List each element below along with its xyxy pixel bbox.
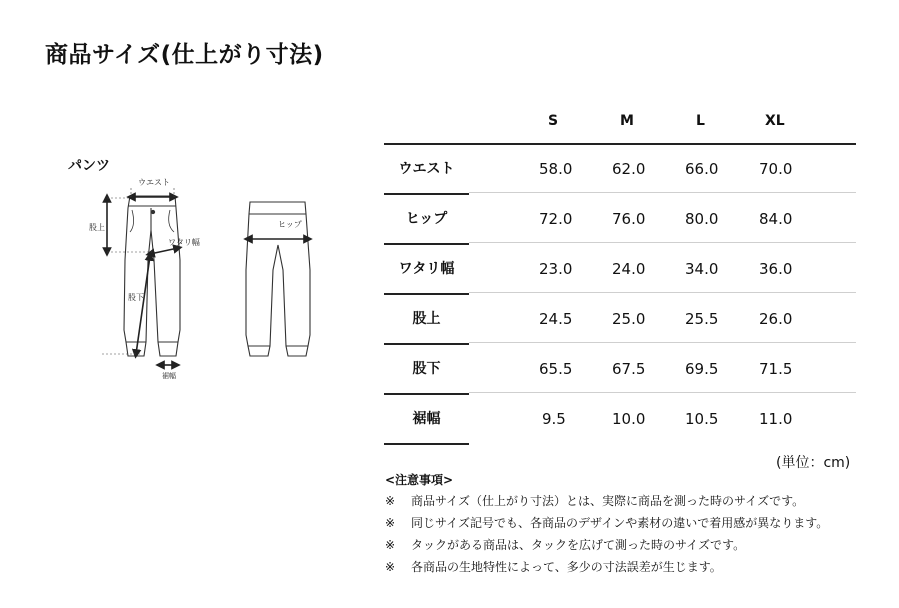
size-header-s: S [548,113,559,129]
size-header-l: L [696,113,705,129]
cell-m: 10.0 [612,410,646,428]
cell-s: 23.0 [539,260,573,278]
row-label: ワタリ幅 [384,245,469,295]
size-table [384,105,856,445]
cell-l: 34.0 [685,260,719,278]
size-header-row [384,105,856,145]
cell-xl: 26.0 [759,310,793,328]
cell-l: 10.5 [685,410,719,428]
waist-label: ウエスト [138,178,170,187]
cell-s: 65.5 [539,360,573,378]
cell-s: 58.0 [539,160,573,178]
pants-front-drawing [124,196,180,356]
cell-m: 25.0 [612,310,646,328]
rise-label: 股上 [89,223,105,232]
thigh-label: ワタリ幅 [168,238,200,247]
table-row-waist [384,145,856,195]
row-label: ウエスト [384,145,469,195]
note-item [385,534,828,556]
page-title: 商品サイズ(仕上がり寸法) [45,42,324,68]
unit-label: (単位：cm) [776,455,851,471]
cell-s: 72.0 [539,210,573,228]
note-marker: ※ [385,560,396,574]
table-row-hip [384,195,856,245]
hem-label: 裾幅 [162,372,176,380]
row-label: 股上 [384,295,469,345]
row-label: 股下 [384,345,469,395]
cell-xl: 70.0 [759,160,793,178]
cell-s: 24.5 [539,310,573,328]
cell-xl: 84.0 [759,210,793,228]
cell-s: 9.5 [542,410,566,428]
cell-m: 76.0 [612,210,646,228]
row-label: ヒップ [384,195,469,245]
cell-m: 62.0 [612,160,646,178]
inseam-label: 股下 [128,293,144,302]
row-label: 裾幅 [384,395,469,445]
table-row-thigh [384,245,856,295]
notes-section [385,470,828,578]
table-row-inseam [384,345,856,395]
hip-label: ヒップ [278,220,302,229]
note-text: 各商品の生地特性によって、多少の寸法誤差が生じます。 [411,560,722,574]
note-marker: ※ [385,538,396,552]
note-text: 商品サイズ（仕上がり寸法）とは、実際に商品を測った時のサイズです。 [411,494,805,508]
note-item [385,512,828,534]
note-item [385,556,828,578]
cell-l: 66.0 [685,160,719,178]
note-item [385,490,828,512]
cell-m: 24.0 [612,260,646,278]
notes-title: <注意事項> [385,473,454,487]
pants-diagram [80,170,340,385]
cell-xl: 36.0 [759,260,793,278]
cell-xl: 71.5 [759,360,793,378]
note-marker: ※ [385,516,396,530]
table-row-hem [384,395,856,445]
table-row-rise [384,295,856,345]
note-text: タックがある商品は、タックを広げて測った時のサイズです。 [411,538,746,552]
note-marker: ※ [385,494,396,508]
garment-type-label: パンツ [68,158,110,174]
size-header-xl: XL [765,113,785,129]
measurement-arrows [107,197,178,365]
size-header-m: M [620,113,634,129]
cell-l: 25.5 [685,310,719,328]
note-text: 同じサイズ記号でも、各商品のデザインや素材の違いで着用感が異なります。 [411,516,829,530]
cell-m: 67.5 [612,360,646,378]
cell-l: 80.0 [685,210,719,228]
cell-l: 69.5 [685,360,719,378]
cell-xl: 11.0 [759,410,793,428]
